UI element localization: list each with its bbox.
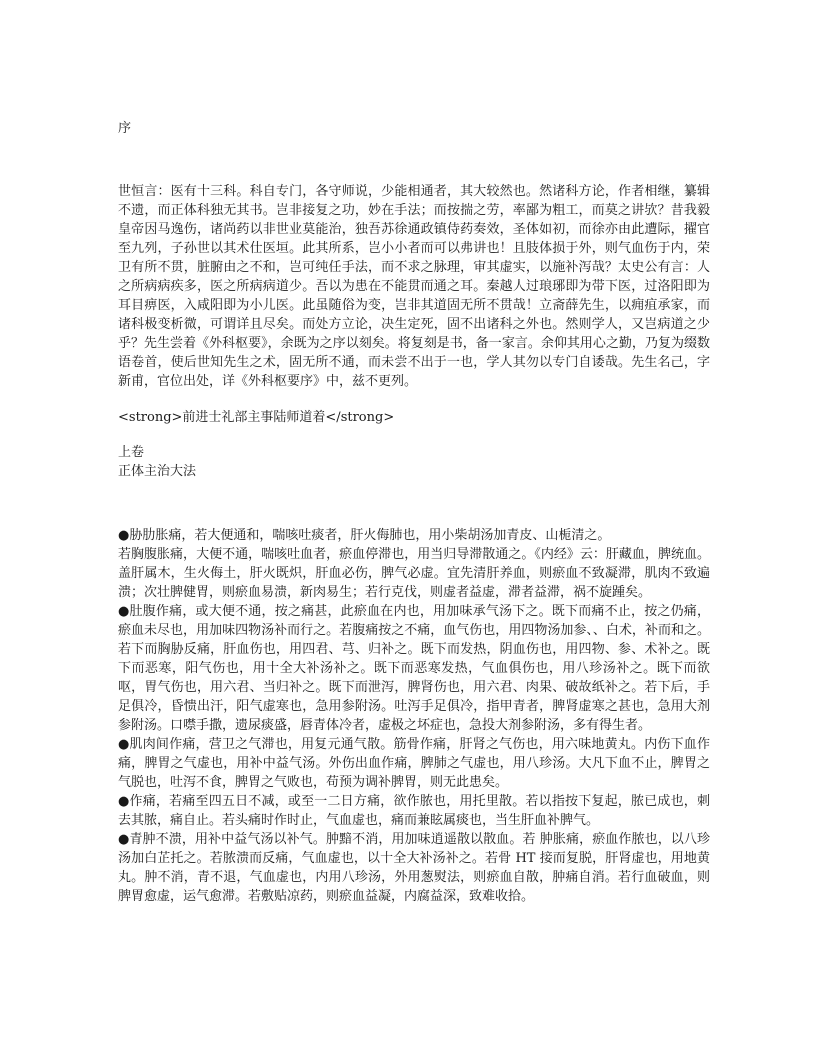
- body-paragraph-6: ●青肿不溃，用补中益气汤以补气。肿黯不消，用加味逍遥散以散血。若 肿胀痛，瘀血作脓也，以八珍汤加白芷托之。若脓溃而反痛，气血虚也，以十全大补汤补之。若骨 HT 接而复脱，肝肾虚也，用地黄丸。肿不消，青不退，气血虚也，内用八珍汤，外用葱熨法，则瘀血自散，肿痛自消。若行血破血，则脾胃愈虚，运气愈滞。若敷贴凉药，则瘀血益凝，内腐益深，致难收拾。: [118, 832, 710, 904]
- body-paragraph-2: 若胸腹胀痛，大便不通，喘咳吐血者，瘀血停滞也，用当归导滞散通之。《内经》云：肝藏血，脾统血。盖肝属木，生火侮土，肝火既炽，肝血必伤，脾气必虚。宜先清肝养血，则瘀血不致凝滞，肌肉不致遍溃；次壮脾健胃，则瘀血易溃，新肉易生；若行克伐，则虚者益虚，滞者益滞，祸不旋踵矣。: [118, 547, 710, 600]
- preface-paragraph: 世恒言：医有十三科。科自专门，各守师说，少能相通者，其大较然也。然诸科方论，作者相继，纂辑不遗，而正体科独无其书。岂非接复之功，妙在手法；而按揣之劳，率鄙为粗工，而莫之讲欤？昔我毅皇帝因马逸伤，诸尚药以非世业莫能治，独吾苏徐通政镇侍药奏效，圣体如初，而徐亦由此遭际，擢官至九列，子孙世以其术仕医垣。此其所系，岂小小者而可以弗讲也！且肢体损于外，则气血伤于内，荣卫有所不贯，脏腑由之不和，岂可纯任手法，而不求之脉理，审其虚实，以施补泻哉？太史公有言：人之所病病疾多，医之所病病道少。吾以为患在不能贯而通之耳。秦越人过琅琊即为带下医，过洛阳即为耳目痹医，入咸阳即为小儿医。此虽随俗为变，岂非其道固无所不贯哉！立斋薛先生，以痈疽承家，而诸科极变析微，可谓详且尽矣。而处方立论，决生定死，固不出诸科之外也。然则学人，又岂病道之少乎？先生尝着《外科枢要》，余既为之序以刻矣。将复刻是书，备一家言。余仰其用心之勤，乃复为缀数语卷首，使后世知先生之术，固无所不通，而未尝不出于一也，学人其勿以专门自诿哉。先生名己，字新甫，官位出处，详《外科枢要序》中，兹不更列。: [118, 184, 710, 389]
- preface-signature: <strong>前进士礼部主事陆师道着</strong>: [118, 410, 395, 425]
- main-body: [118, 526, 710, 906]
- body-paragraph-5: ●作痛，若痛至四五日不减，或至一二日方痛，欲作脓也，用托里散。若以指按下复起，脓已成也，刺去其脓，痛自止。若头痛时作时止，气血虚也，痛而兼眩属痰也，当生肝血补脾气。: [118, 794, 710, 828]
- body-paragraph-3: ●肚腹作痛，或大便不通，按之痛甚，此瘀血在内也，用加味承气汤下之。既下而痛不止，按之仍痛，瘀血未尽也，用加味四物汤补而行之。若腹痛按之不痛，血气伤也，用四物汤加参、、白术，补而和之。若下而胸胁反痛，肝血伤也，用四君、芎、归补之。既下而发热，阴血伤也，用四物、参、术补之。既下而恶寒，阳气伤也，用十全大补汤补之。既下而恶寒发热，气血俱伤也，用八珍汤补之。既下而欲呕，胃气伤也，用六君、当归补之。既下而泄泻，脾肾伤也，用六君、肉果、破故纸补之。若下后，手足俱冷，昏愦出汗，阳气虚寒也，急用参附汤。吐泻手足俱冷，指甲青者，脾肾虚寒之甚也，急用大剂参附汤。口噤手撒，遗尿痰盛，唇青体冷者，虚极之坏症也，急投大剂参附汤，多有得生者。: [118, 604, 710, 733]
- preface-section: [118, 182, 710, 391]
- body-paragraph-4: ●肌肉间作痛，营卫之气滞也，用复元通气散。筋骨作痛，肝肾之气伤也，用六味地黄丸。内伤下血作痛，脾胃之气虚也，用补中益气汤。外伤出血作痛，脾肺之气虚也，用八珍汤。大凡下血不止，脾胃之气脱也，吐泻不食，脾胃之气败也，苟预为调补脾胃，则无此患矣。: [118, 737, 710, 790]
- page-title: 序: [118, 121, 132, 136]
- volume-title: 上卷: [118, 445, 145, 460]
- body-paragraph-1: ●胁肋胀痛，若大便通和，喘咳吐痰者，肝火侮肺也，用小柴胡汤加青皮、山栀清之。: [118, 528, 611, 543]
- volume-heading: [118, 443, 196, 481]
- section-title: 正体主治大法: [118, 464, 197, 479]
